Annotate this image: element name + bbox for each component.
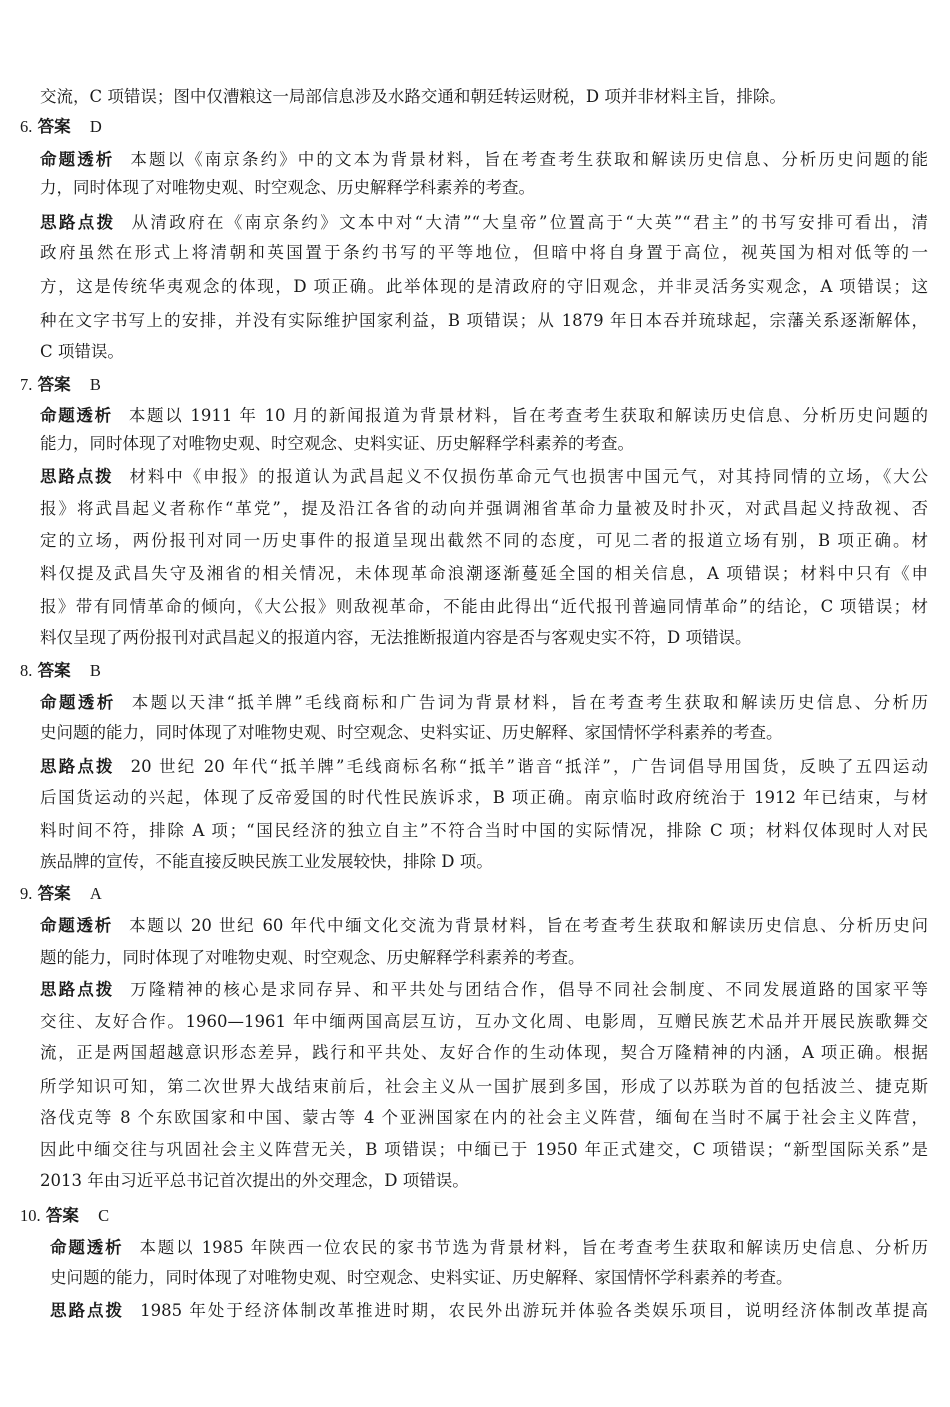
answer-label: 答案 [37,661,71,680]
approach-line: 流，正是两国超越意识形态差异，践行和平共处、友好合作的生动体现，契合万隆精神的内涵，A 项正确。根据 [40,1043,928,1062]
approach-label: 思路点拨 [50,1301,125,1320]
answer-label: 答案 [37,375,71,394]
question-9-header [20,884,102,906]
approach-line: C 项错误。 [40,342,124,361]
approach-label: 思路点拨 [40,467,114,486]
analysis-label: 命题透析 [50,1238,124,1257]
approach-line: 料时间不符，排除 A 项；“国民经济的独立自主”不符合当时中国的实际情况，排除 C 项；材料仅体现时人对民 [40,821,928,840]
approach-line: 思路点拨 20 世纪 20 年代“抵羊牌”毛线商标名称“抵羊”谐音“抵洋”，广告词倡导用国货，反映了五四运动 [40,757,928,776]
approach-line: 报》带有同情革命的倾向，《大公报》则敌视革命，不能由此得出“近代报刊普遍同情革命”的结论，C 项错误；材 [40,597,928,616]
approach-line: 报》将武昌起义者称作“革党”，提及沿江各省的动向并强调湘省革命力量被及时扑灭，对武昌起义持敌视、否 [40,499,928,518]
analysis-line: 史问题的能力，同时体现了对唯物史观、时空观念、史料实证、历史解释、家国情怀学科素养的考查。 [50,1268,793,1287]
analysis-line: 力，同时体现了对唯物史观、时空观念、历史解释学科素养的考查。 [40,178,535,197]
approach-line: 2013 年由习近平总书记首次提出的外交理念，D 项错误。 [40,1171,469,1190]
question-number: 6. [20,117,33,136]
approach-line: 政府虽然在形式上将清朝和英国置于条约书写的平等地位，但暗中将自身置于高位，视英国为相对低等的一 [40,243,928,262]
approach-line: 因此中缅交往与巩固社会主义阵营无关，B 项错误；中缅已于 1950 年正式建交，C 项错误；“新型国际关系”是 [40,1140,928,1159]
question-number: 7. [20,375,33,394]
analysis-line: 命题透析 本题以 20 世纪 60 年代中缅文化交流为背景材料，旨在考查考生获取和解读历史信息、分析历史问 [40,916,928,935]
analysis-label: 命题透析 [40,916,114,935]
approach-label: 思路点拨 [40,980,115,999]
approach-line: 族品牌的宣传，不能直接反映民族工业发展较快，排除 D 项。 [40,852,493,871]
question-8-header [20,661,101,683]
analysis-line: 题的能力，同时体现了对唯物史观、时空观念、历史解释学科素养的考查。 [40,948,585,967]
approach-line: 思路点拨 1985 年处于经济体制改革推进时期，农民外出游玩并体验各类娱乐项目，说明经济体制改革提高 [50,1301,928,1320]
question-number: 10. [20,1206,41,1225]
answer-value: C [98,1206,110,1225]
approach-line: 思路点拨 万隆精神的核心是求同存异、和平共处与团结合作，倡导不同社会制度、不同发展道路的国家平等 [40,980,928,999]
answer-value: A [89,884,102,903]
question-number: 8. [20,661,33,680]
question-number: 9. [20,884,33,903]
analysis-line: 命题透析 本题以 1911 年 10 月的新闻报道为背景材料，旨在考查考生获取和解读历史信息、分析历史问题的 [40,406,928,425]
answer-label: 答案 [37,884,71,903]
approach-line: 料仅呈现了两份报刊对武昌起义的报道内容，无法推断报道内容是否与客观史实不符，D 项错误。 [40,628,752,647]
approach-line: 方，这是传统华夷观念的体现，D 项正确。此举体现的是清政府的守旧观念，并非灵活务实观念，A 项错误；这 [40,277,928,296]
approach-line: 交往、友好合作。1960—1961 年中缅两国高层互访，互办文化周、电影周，互赠民族艺术品并开展民族歌舞交 [40,1012,928,1031]
answer-label: 答案 [45,1206,79,1225]
analysis-label: 命题透析 [40,406,113,425]
analysis-line: 能力，同时体现了对唯物史观、时空观念、史料实证、历史解释学科素养的考查。 [40,434,634,453]
approach-line: 料仅提及武昌失守及湘省的相关情况，未体现革命浪潮逐渐蔓延全国的相关信息，A 项错误；材料中只有《申 [40,564,928,583]
question-6-header [20,117,102,139]
analysis-line: 命题透析 本题以 1985 年陕西一位农民的家书节选为背景材料，旨在考查考生获取和解读历史信息、分析历 [50,1238,928,1257]
answer-label: 答案 [37,117,71,136]
analysis-label: 命题透析 [40,150,115,169]
analysis-line: 命题透析 本题以天津“抵羊牌”毛线商标和广告词为背景材料，旨在考查考生获取和解读历史信息、分析历 [40,693,928,712]
question-7-header [20,375,101,397]
approach-line: 种在文字书写上的安排，并没有实际维护国家利益，B 项错误；从 1879 年日本吞并琉球起，宗藩关系逐渐解体， [40,311,928,330]
answer-value: B [89,661,101,680]
approach-line: 定的立场，两份报刊对同一历史事件的报道呈现出截然不同的态度，可见二者的报道立场有别，B 项正确。材 [40,531,928,550]
approach-line: 后国货运动的兴起，体现了反帝爱国的时代性民族诉求，B 项正确。南京临时政府统治于 1912 年已结束，与材 [40,788,928,807]
answer-value: B [89,375,101,394]
approach-line: 思路点拨 从清政府在《南京条约》文本中对“大清”“大皇帝”位置高于“大英”“君主”的书写安排可看出，清 [40,213,928,232]
analysis-label: 命题透析 [40,693,116,712]
question-10-header [20,1206,109,1228]
approach-line: 所学知识可知，第二次世界大战结束前后，社会主义从一国扩展到多国，形成了以苏联为首的包括波兰、捷克斯 [40,1077,928,1096]
answer-value: D [89,117,102,136]
analysis-line: 命题透析 本题以《南京条约》中的文本为背景材料，旨在考查考生获取和解读历史信息、分析历史问题的能 [40,150,928,169]
approach-label: 思路点拨 [40,213,116,232]
approach-line: 思路点拨 材料中《申报》的报道认为武昌起义不仅损伤革命元气也损害中国元气，对其持同情的立场，《大公 [40,467,928,486]
analysis-line: 史问题的能力，同时体现了对唯物史观、时空观念、史料实证、历史解释、家国情怀学科素养的考查。 [40,723,783,742]
approach-label: 思路点拨 [40,757,115,776]
top-fragment: 交流，C 项错误；图中仅漕粮这一局部信息涉及水路交通和朝廷转运财税，D 项并非材料主旨，排除。 [40,87,786,106]
approach-line: 洛伐克等 8 个东欧国家和中国、蒙古等 4 个亚洲国家在内的社会主义阵营，缅甸在当时不属于社会主义阵营， [40,1108,928,1127]
